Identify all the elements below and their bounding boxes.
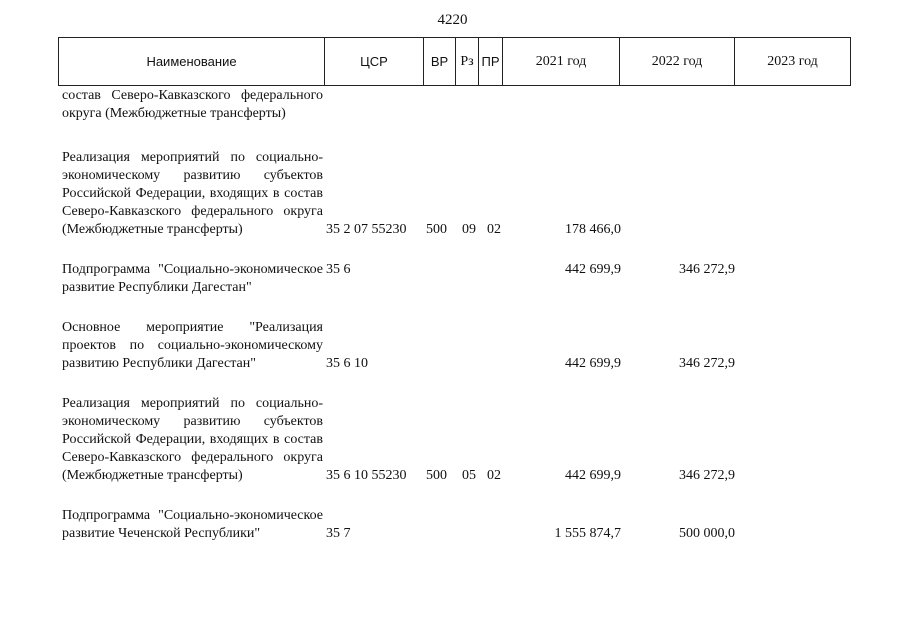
table-body <box>58 87 735 543</box>
row-2021: 442 699,9 <box>565 468 621 483</box>
row-name: Подпрограмма "Социально-экономическое развитие Республики Дагестан" <box>62 262 323 295</box>
table-row <box>58 507 735 543</box>
row-2021: 178 466,0 <box>565 222 621 237</box>
row-name: Реализация мероприятий по социально-экономическому развитию субъектов Российской Федерации, входящих в состав Северо-Кавказского федерального округа (Межбюджетные трансферты) <box>62 396 323 483</box>
header-vr: ВР <box>424 38 456 86</box>
row-2021: 442 699,9 <box>565 262 621 277</box>
row-name: Основное мероприятие "Реализация проектов по социально-экономическому развитию Республики Дагестан" <box>62 320 323 371</box>
table-row <box>58 395 735 485</box>
table-row <box>58 261 735 297</box>
row-pr: 02 <box>487 468 501 483</box>
row-pr: 02 <box>487 222 501 237</box>
row-vr: 500 <box>426 468 447 483</box>
row-rz: 05 <box>462 468 476 483</box>
table-row <box>58 319 735 373</box>
row-2022: 346 272,9 <box>679 356 735 371</box>
row-vr: 500 <box>426 222 447 237</box>
row-csr: 35 6 10 55230 <box>326 468 407 483</box>
row-rz: 09 <box>462 222 476 237</box>
row-csr: 35 2 07 55230 <box>326 222 407 237</box>
row-2022: 500 000,0 <box>679 526 735 541</box>
table-header <box>58 37 851 86</box>
row-name: состав Северо-Кавказского федерального округа (Межбюджетные трансферты) <box>62 88 323 121</box>
row-2022: 346 272,9 <box>679 262 735 277</box>
header-2022: 2022 год <box>620 38 735 86</box>
page-number: 4220 <box>437 12 468 28</box>
row-csr: 35 6 10 <box>326 356 368 371</box>
row-2021: 1 555 874,7 <box>554 526 621 541</box>
row-name: Реализация мероприятий по социально-экономическому развитию субъектов Российской Федерации, входящих в состав Северо-Кавказского федерального округа (Межбюджетные трансферты) <box>62 150 323 237</box>
header-2023: 2023 год <box>735 38 851 86</box>
header-csr: ЦСР <box>325 38 424 86</box>
header-rz: Рз <box>456 38 479 86</box>
header-name: Наименование <box>59 38 325 86</box>
row-name: Подпрограмма "Социально-экономическое развитие Чеченской Республики" <box>62 508 323 541</box>
header-2021: 2021 год <box>503 38 620 86</box>
row-2021: 442 699,9 <box>565 356 621 371</box>
table-row <box>58 149 621 239</box>
row-2022: 346 272,9 <box>679 468 735 483</box>
row-csr: 35 7 <box>326 526 351 541</box>
row-csr: 35 6 <box>326 262 351 277</box>
header-pr: ПР <box>479 38 503 86</box>
table-row <box>58 87 323 123</box>
